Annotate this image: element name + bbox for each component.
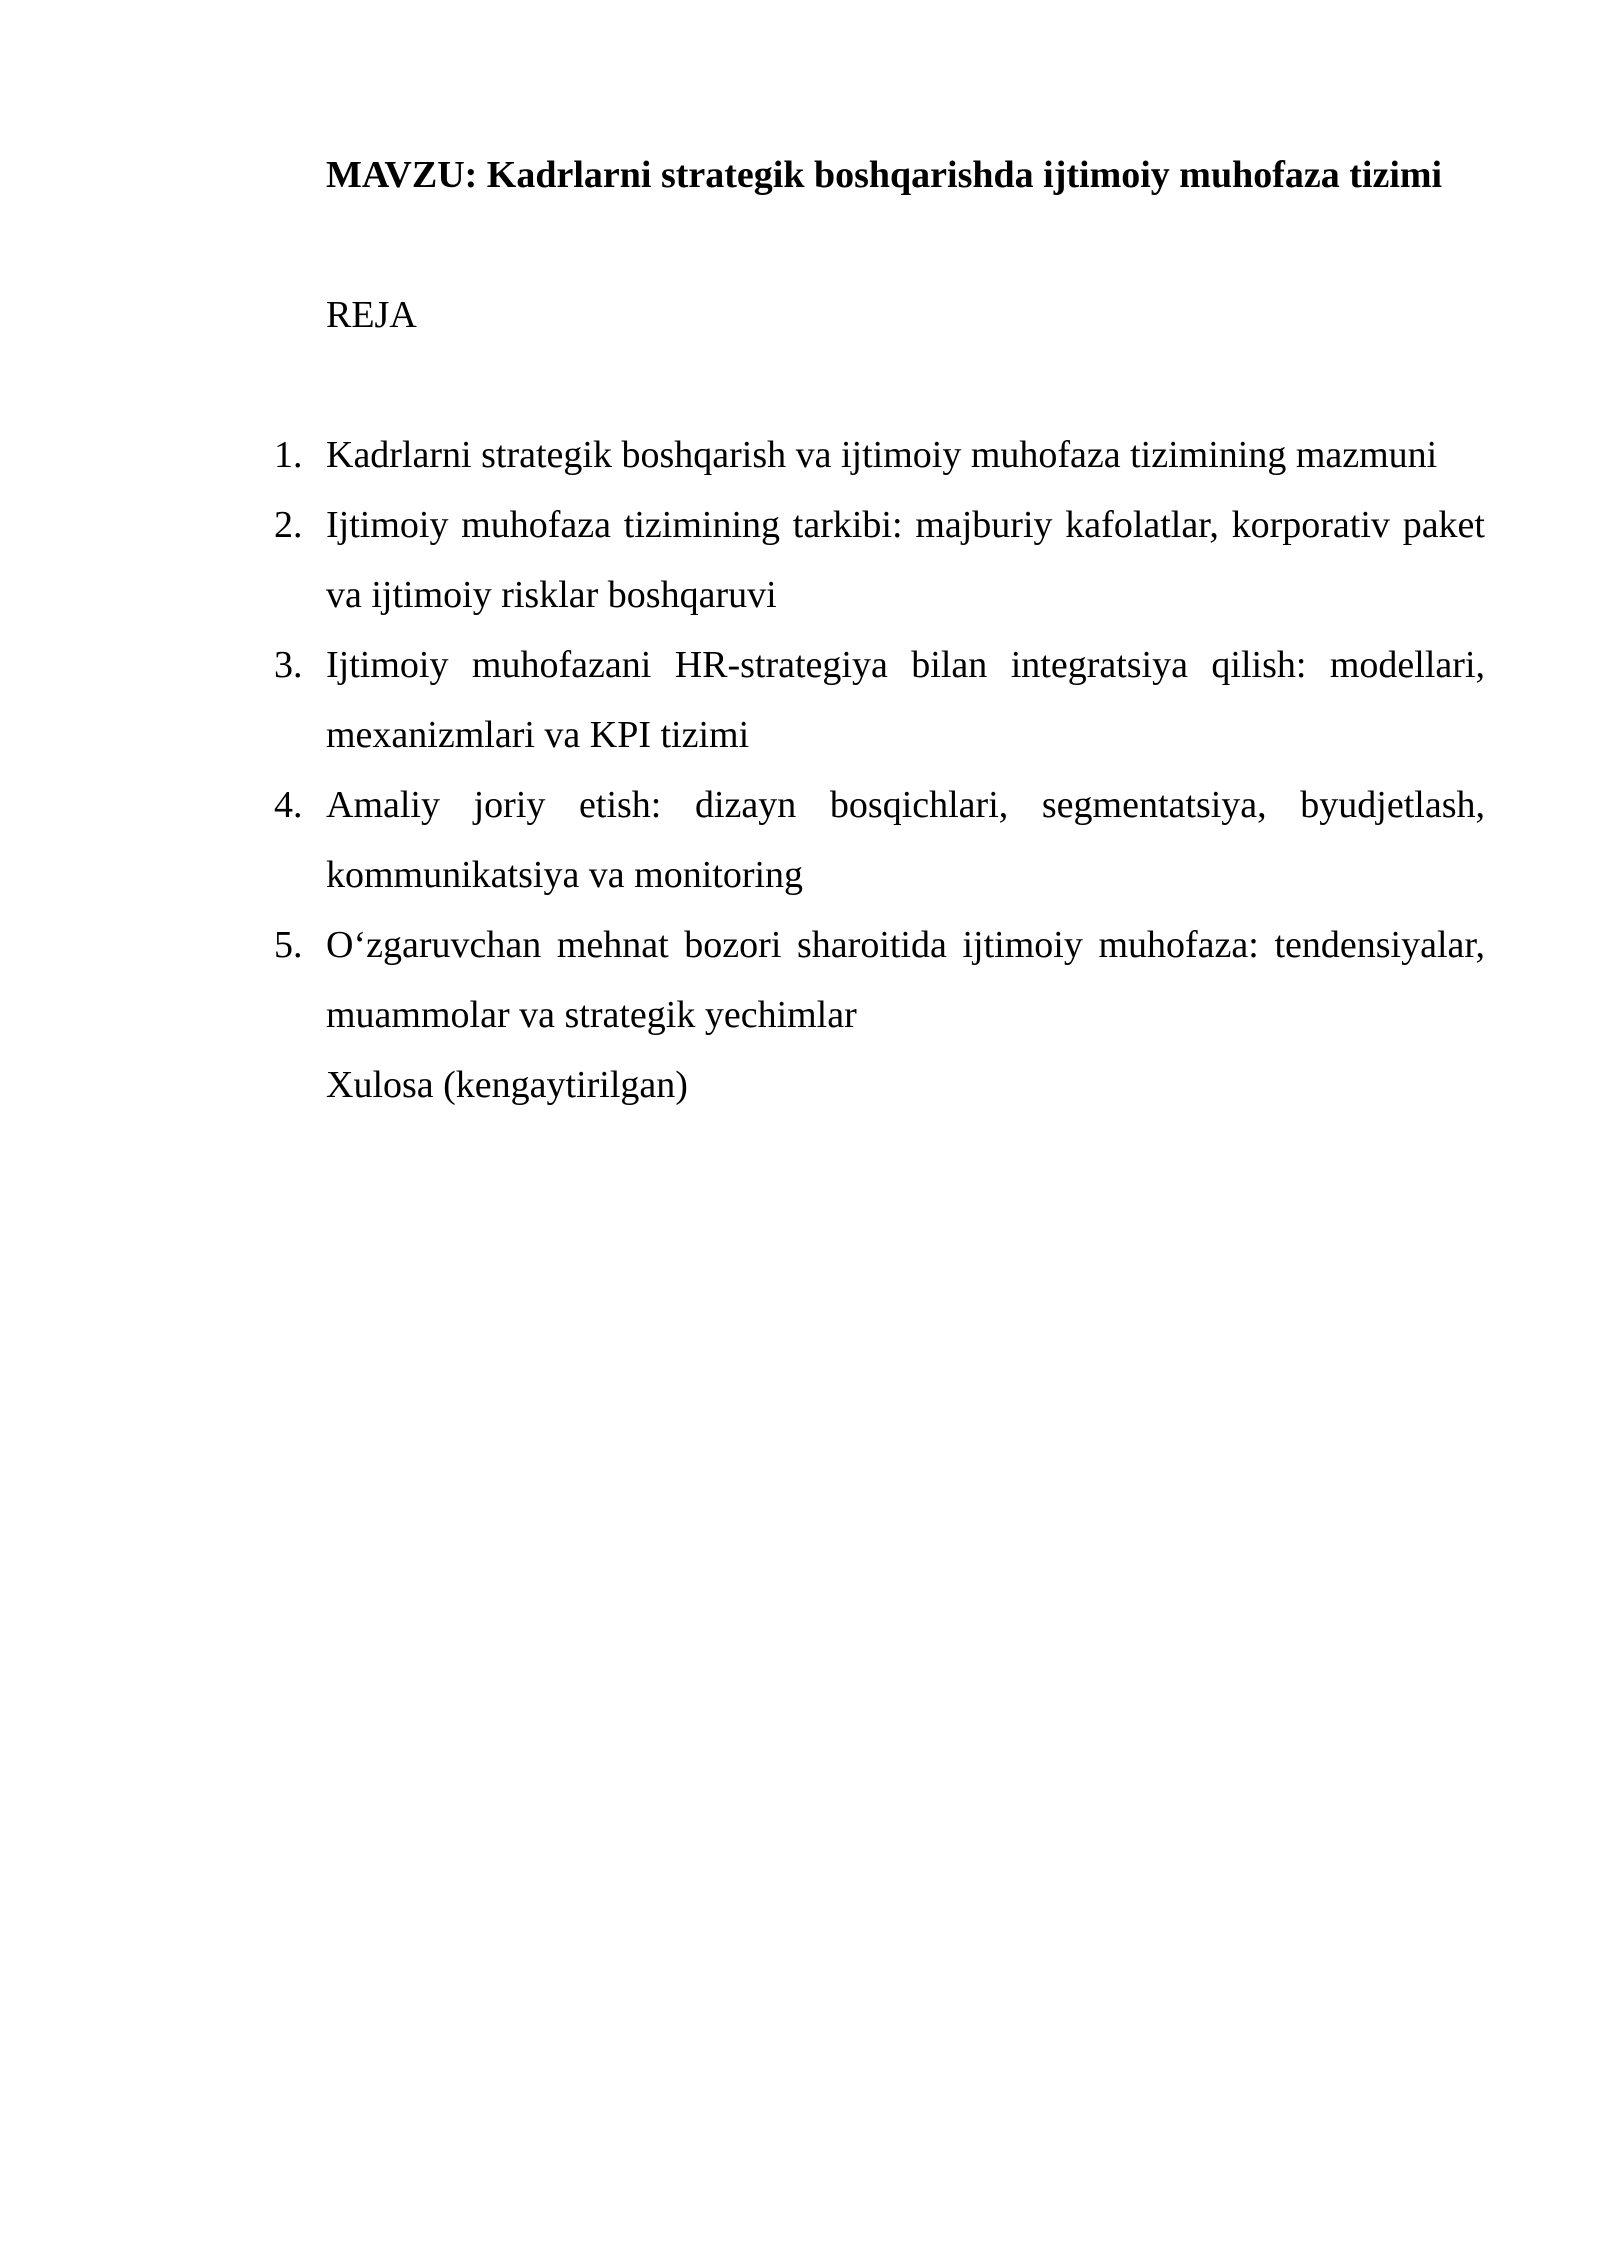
plan-item-number: 2. <box>274 504 303 546</box>
plan-heading: REJA <box>326 294 417 336</box>
conclusion-heading: Xulosa (kengaytirilgan) <box>326 1064 688 1106</box>
plan-item-number: 3. <box>274 644 303 686</box>
plan-item <box>230 770 1485 910</box>
plan-list <box>230 420 1485 1050</box>
plan-item-text: Kadrlarni strategik boshqarish va ijtimoiy muhofaza tizimining mazmuni <box>326 434 1438 476</box>
blank-line <box>230 210 1485 280</box>
plan-item <box>230 490 1485 630</box>
plan-item <box>230 910 1485 1050</box>
blank-line <box>230 350 1485 420</box>
plan-item <box>230 420 1485 490</box>
plan-item-number: 5. <box>274 924 303 966</box>
plan-item-text: Ijtimoiy muhofazani HR-strategiya bilan integratsiya qilish: modellari, mexanizmlari va KPI tizimi <box>326 644 1485 756</box>
plan-item-text: Ijtimoiy muhofaza tizimining tarkibi: majburiy kafolatlar, korporativ paket va ijtimoiy risklar boshqaruvi <box>326 504 1485 616</box>
plan-item-text: Amaliy joriy etish: dizayn bosqichlari, segmentatsiya, byudjetlash, kommunikatsiya va monitoring <box>326 784 1485 896</box>
plan-item-text: O‘zgaruvchan mehnat bozori sharoitida ijtimoiy muhofaza: tendensiyalar, muammolar va strategik yechimlar <box>326 924 1485 1036</box>
plan-item-number: 4. <box>274 784 303 826</box>
plan-item-number: 1. <box>274 434 303 476</box>
document-title: MAVZU: Kadrlarni strategik boshqarishda ijtimoiy muhofaza tizimi <box>326 154 1443 196</box>
document-body <box>230 140 1485 1120</box>
plan-item <box>230 630 1485 770</box>
